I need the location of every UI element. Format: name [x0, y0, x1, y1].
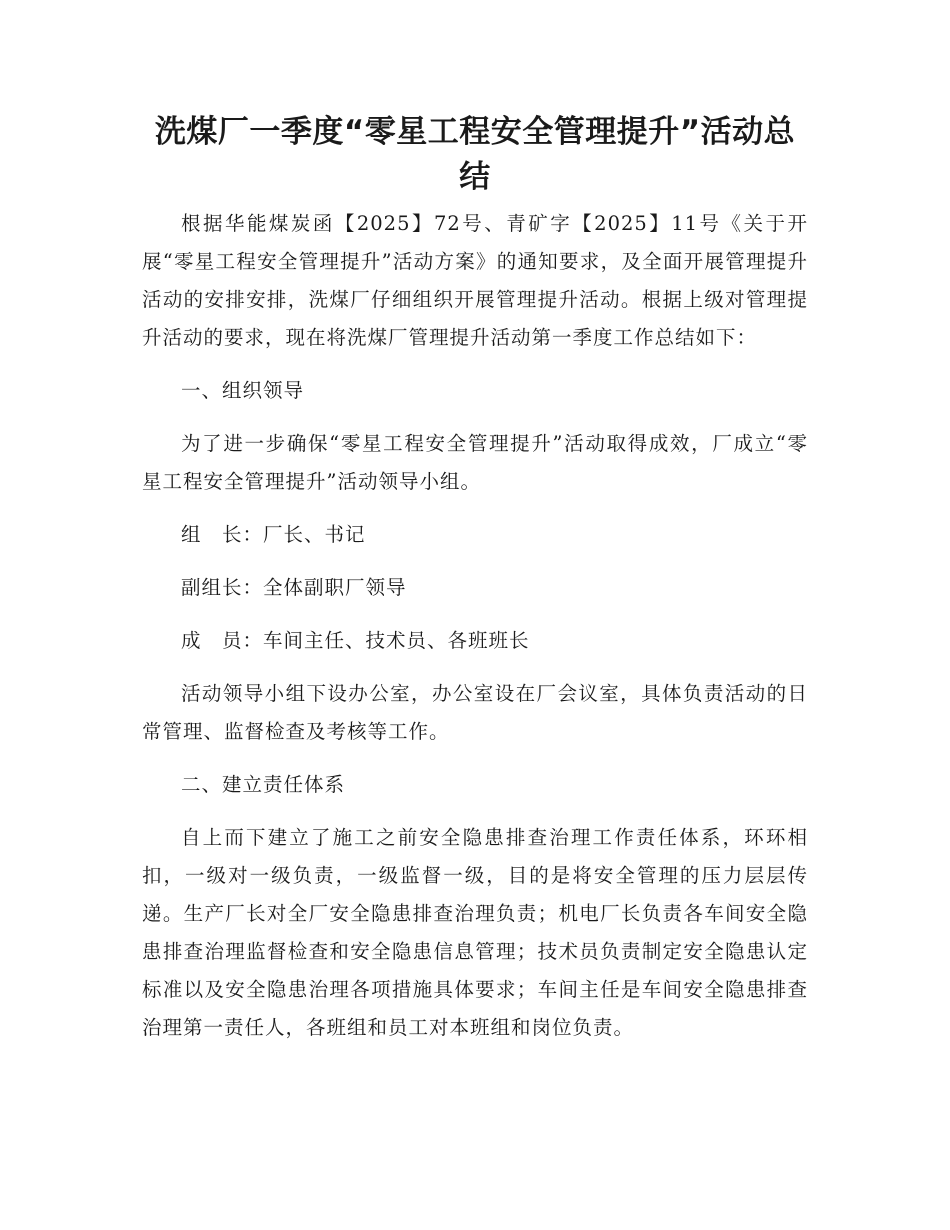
document-title: 洗煤厂一季度“零星工程安全管理提升”活动总结: [154, 114, 796, 195]
deputy-leader-line: 副组长：全体副职厂领导: [181, 576, 407, 599]
section-heading-organization: 一、组织领导: [181, 379, 305, 402]
members-line: 成 员：车间主任、技术员、各班班长: [181, 629, 530, 652]
document-body: [142, 205, 808, 1062]
intro-paragraph: 根据华能煤炭函【2025】72号、青矿字【2025】11号《关于开展“零星工程安全管理提升”活动方案》的通知要求，及全面开展管理提升活动的安排安排，洗煤厂仔细组织开展管理提升活动。根据上级对管理提升活动的要求，现在将洗煤厂管理提升活动第一季度工作总结如下：: [142, 212, 808, 349]
organization-paragraph: 为了进一步确保“零星工程安全管理提升”活动取得成效，厂成立“零星工程安全管理提升”活动领导小组。: [142, 432, 808, 493]
responsibility-paragraph: 自上而下建立了施工之前安全隐患排查治理工作责任体系，环环相扣，一级对一级负责，一级监督一级，目的是将安全管理的压力层层传递。生产厂长对全厂安全隐患排查治理负责；机电厂长负责各车间安全隐患排查治理监督检查和安全隐患信息管理；技术员负责制定安全隐患认定标准以及安全隐患治理各项措施具体要求；车间主任是车间安全隐患排查治理第一责任人，各班组和员工对本班组和岗位负责。: [142, 826, 808, 1039]
office-paragraph: 活动领导小组下设办公室，办公室设在厂会议室，具体负责活动的日常管理、监督检查及考核等工作。: [142, 682, 808, 743]
section-heading-responsibility: 二、建立责任体系: [181, 773, 346, 796]
group-leader-line: 组 长：厂长、书记: [181, 523, 366, 546]
